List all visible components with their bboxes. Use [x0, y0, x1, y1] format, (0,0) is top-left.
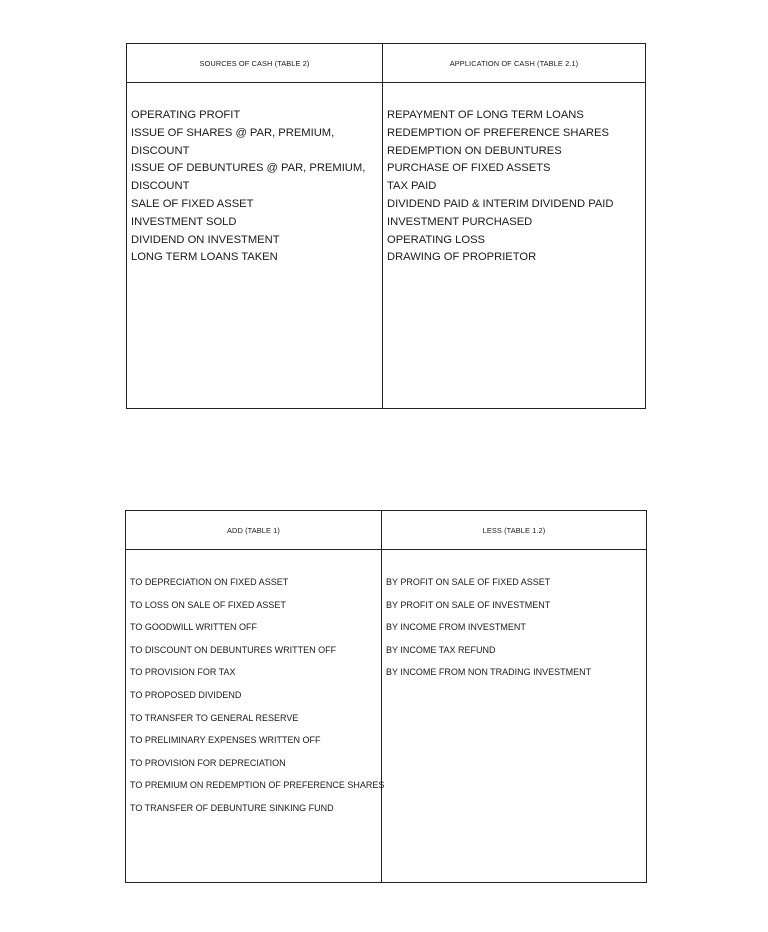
source-item: SALE OF FIXED ASSET [131, 197, 254, 210]
source-item: INVESTMENT SOLD [131, 215, 237, 228]
add-item: TO PREMIUM ON REDEMPTION OF PREFERENCE SHARES [130, 780, 385, 791]
less-item: BY PROFIT ON SALE OF FIXED ASSET [386, 577, 551, 587]
less-item: BY PROFIT ON SALE OF INVESTMENT [386, 599, 551, 610]
sources-column [127, 83, 383, 408]
application-item: OPERATING LOSS [387, 233, 486, 246]
less-item: BY INCOME FROM INVESTMENT [386, 622, 526, 633]
source-item: ISSUE OF DEBUNTURES @ PAR, PREMIUM, DISCOUNT [131, 162, 366, 193]
add-item: TO LOSS ON SALE OF FIXED ASSET [130, 599, 286, 610]
less-item: BY INCOME TAX REFUND [386, 644, 496, 655]
application-item: REPAYMENT OF LONG TERM LOANS [387, 109, 584, 121]
add-item: TO GOODWILL WRITTEN OFF [130, 622, 257, 633]
applications-column [383, 83, 645, 408]
less-item: BY INCOME FROM NON TRADING INVESTMENT [386, 667, 592, 678]
add-item: TO PRELIMINARY EXPENSES WRITTEN OFF [130, 735, 321, 746]
application-header: APPLICATION OF CASH (TABLE 2.1) [383, 44, 645, 83]
application-item: TAX PAID [387, 180, 437, 193]
add-item: TO PROVISION FOR DEPRECIATION [130, 757, 286, 768]
add-item: TO DEPRECIATION ON FIXED ASSET [130, 577, 289, 587]
add-header: ADD (TABLE 1) [126, 511, 382, 550]
add-item: TO TRANSFER OF DEBUNTURE SINKING FUND [130, 802, 334, 813]
source-item: LONG TERM LOANS TAKEN [131, 251, 278, 264]
less-column [382, 550, 646, 882]
add-item: TO PROVISION FOR TAX [130, 667, 236, 678]
application-item: PURCHASE OF FIXED ASSETS [387, 162, 551, 175]
adjustment-table [125, 510, 647, 883]
application-item: REDEMPTION ON DEBUNTURES [387, 144, 562, 157]
add-item: TO PROPOSED DIVIDEND [130, 689, 242, 700]
application-item: DIVIDEND PAID & INTERIM DIVIDEND PAID [387, 197, 614, 210]
application-item: REDEMPTION OF PREFERENCE SHARES [387, 126, 609, 139]
application-item: DRAWING OF PROPRIETOR [387, 251, 537, 264]
add-item: TO TRANSFER TO GENERAL RESERVE [130, 712, 299, 723]
cash-flow-table [126, 43, 646, 409]
application-item: INVESTMENT PURCHASED [387, 215, 533, 228]
add-item: TO DISCOUNT ON DEBUNTURES WRITTEN OFF [130, 644, 337, 655]
source-item: DIVIDEND ON INVESTMENT [131, 233, 280, 246]
source-item: OPERATING PROFIT [131, 109, 241, 121]
add-column [126, 550, 385, 882]
sources-header: SOURCES OF CASH (TABLE 2) [127, 44, 383, 83]
source-item: ISSUE OF SHARES @ PAR, PREMIUM, DISCOUNT [131, 126, 335, 157]
less-header: LESS (TABLE 1.2) [382, 511, 646, 550]
